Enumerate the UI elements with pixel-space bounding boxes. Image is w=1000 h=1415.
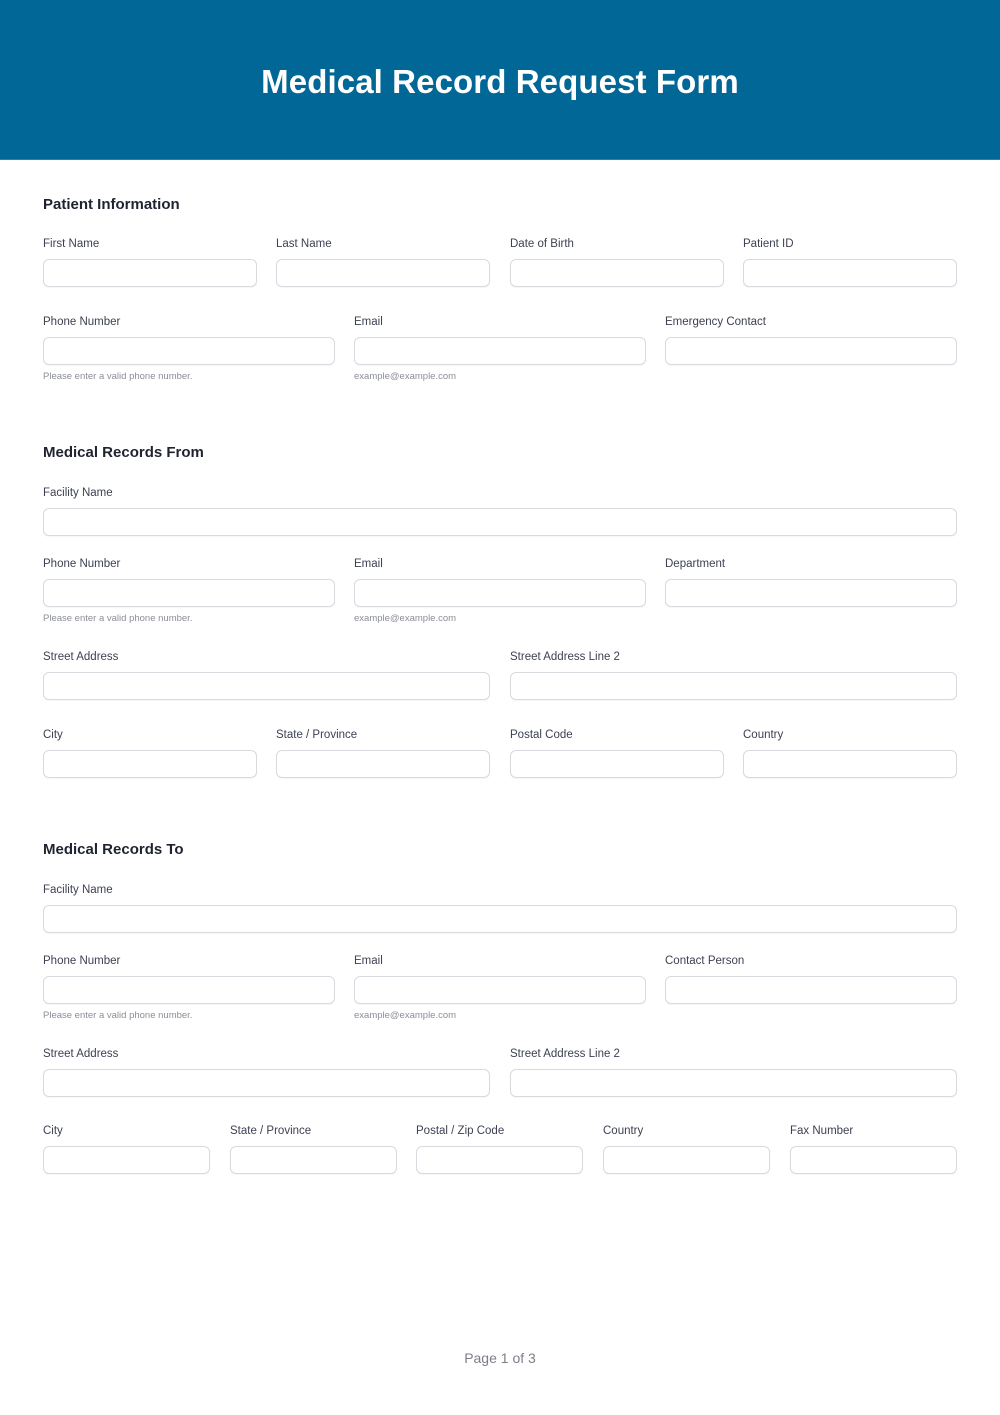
- field-label: Email: [354, 316, 383, 328]
- to-contact-person-input[interactable]: [665, 976, 957, 1004]
- field-from-postal-code: [510, 728, 724, 742]
- to-fax-number-input[interactable]: [790, 1146, 957, 1174]
- field-to-street-address-2: [510, 1047, 957, 1061]
- field-label: Street Address Line 2: [510, 1048, 620, 1060]
- from-state-input[interactable]: [276, 750, 490, 778]
- field-label: Phone Number: [43, 316, 121, 328]
- field-from-email: [354, 557, 646, 624]
- from-street-address-input[interactable]: [43, 672, 490, 700]
- to-facility-name-input[interactable]: [43, 905, 957, 933]
- form-title: Medical Record Request Form: [261, 62, 739, 100]
- field-label: Email: [354, 955, 383, 967]
- field-label: State / Province: [230, 1125, 312, 1137]
- from-facility-name-input[interactable]: [43, 508, 957, 536]
- from-country-input[interactable]: [743, 750, 957, 778]
- field-label: Contact Person: [665, 955, 745, 967]
- field-patient-id: [743, 237, 957, 251]
- from-department-input[interactable]: [665, 579, 957, 607]
- section-title-records-from: Medical Records From: [43, 444, 204, 461]
- field-from-street-address: [43, 650, 490, 664]
- from-city-input[interactable]: [43, 750, 257, 778]
- patient-email-input[interactable]: [354, 337, 646, 365]
- field-label: Fax Number: [790, 1125, 854, 1137]
- field-label: State / Province: [276, 729, 358, 741]
- from-postal-code-input[interactable]: [510, 750, 724, 778]
- field-from-street-address-2: [510, 650, 957, 664]
- field-from-facility-name: [43, 486, 957, 500]
- field-label: Department: [665, 558, 726, 570]
- field-hint: Please enter a valid phone number.: [43, 613, 193, 624]
- to-country-input[interactable]: [603, 1146, 770, 1174]
- last-name-input[interactable]: [276, 259, 490, 287]
- emergency-contact-input[interactable]: [665, 337, 957, 365]
- field-to-city: [43, 1124, 210, 1138]
- to-postal-code-input[interactable]: [416, 1146, 583, 1174]
- field-patient-email: [354, 315, 646, 382]
- field-label: Phone Number: [43, 955, 121, 967]
- field-patient-phone: [43, 315, 335, 382]
- field-label: Street Address: [43, 651, 119, 663]
- field-hint: example@example.com: [354, 371, 457, 382]
- field-to-facility-name: [43, 883, 957, 897]
- field-hint: example@example.com: [354, 613, 457, 624]
- field-to-email: [354, 954, 646, 1021]
- field-label: Emergency Contact: [665, 316, 766, 328]
- field-from-city: [43, 728, 257, 742]
- patient-phone-input[interactable]: [43, 337, 335, 365]
- field-label: Facility Name: [43, 884, 113, 896]
- field-label: Postal Code: [510, 729, 573, 741]
- field-hint: Please enter a valid phone number.: [43, 1010, 193, 1021]
- field-label: Street Address: [43, 1048, 119, 1060]
- from-email-input[interactable]: [354, 579, 646, 607]
- to-street-address-2-input[interactable]: [510, 1069, 957, 1097]
- field-to-country: [603, 1124, 770, 1138]
- field-from-department: [665, 557, 957, 571]
- from-phone-input[interactable]: [43, 579, 335, 607]
- field-label: Patient ID: [743, 238, 794, 250]
- field-to-street-address: [43, 1047, 490, 1061]
- form-header: [0, 0, 1000, 160]
- field-label: Postal / Zip Code: [416, 1125, 505, 1137]
- to-state-input[interactable]: [230, 1146, 397, 1174]
- field-label: Facility Name: [43, 487, 113, 499]
- field-label: Country: [743, 729, 784, 741]
- to-email-input[interactable]: [354, 976, 646, 1004]
- section-title-records-to: Medical Records To: [43, 841, 184, 858]
- from-street-address-2-input[interactable]: [510, 672, 957, 700]
- field-from-state: [276, 728, 490, 742]
- field-label: First Name: [43, 238, 100, 250]
- field-from-country: [743, 728, 957, 742]
- field-to-contact-person: [665, 954, 957, 968]
- section-title-patient-information: Patient Information: [43, 196, 180, 213]
- field-date-of-birth: [510, 237, 724, 251]
- field-hint: example@example.com: [354, 1010, 457, 1021]
- field-hint: Please enter a valid phone number.: [43, 371, 193, 382]
- to-city-input[interactable]: [43, 1146, 210, 1174]
- field-label: Email: [354, 558, 383, 570]
- field-to-postal-code: [416, 1124, 583, 1138]
- field-label: Phone Number: [43, 558, 121, 570]
- field-last-name: [276, 237, 490, 251]
- date-of-birth-input[interactable]: [510, 259, 724, 287]
- field-to-phone: [43, 954, 335, 1021]
- field-to-state: [230, 1124, 397, 1138]
- field-emergency-contact: [665, 315, 957, 329]
- field-label: Date of Birth: [510, 238, 574, 250]
- field-from-phone: [43, 557, 335, 624]
- page-indicator: Page 1 of 3: [464, 1350, 536, 1366]
- first-name-input[interactable]: [43, 259, 257, 287]
- field-label: City: [43, 1125, 63, 1137]
- to-street-address-input[interactable]: [43, 1069, 490, 1097]
- field-label: Country: [603, 1125, 644, 1137]
- field-first-name: [43, 237, 257, 251]
- field-label: City: [43, 729, 63, 741]
- to-phone-input[interactable]: [43, 976, 335, 1004]
- field-label: Street Address Line 2: [510, 651, 620, 663]
- patient-id-input[interactable]: [743, 259, 957, 287]
- field-label: Last Name: [276, 238, 332, 250]
- field-to-fax-number: [790, 1124, 957, 1138]
